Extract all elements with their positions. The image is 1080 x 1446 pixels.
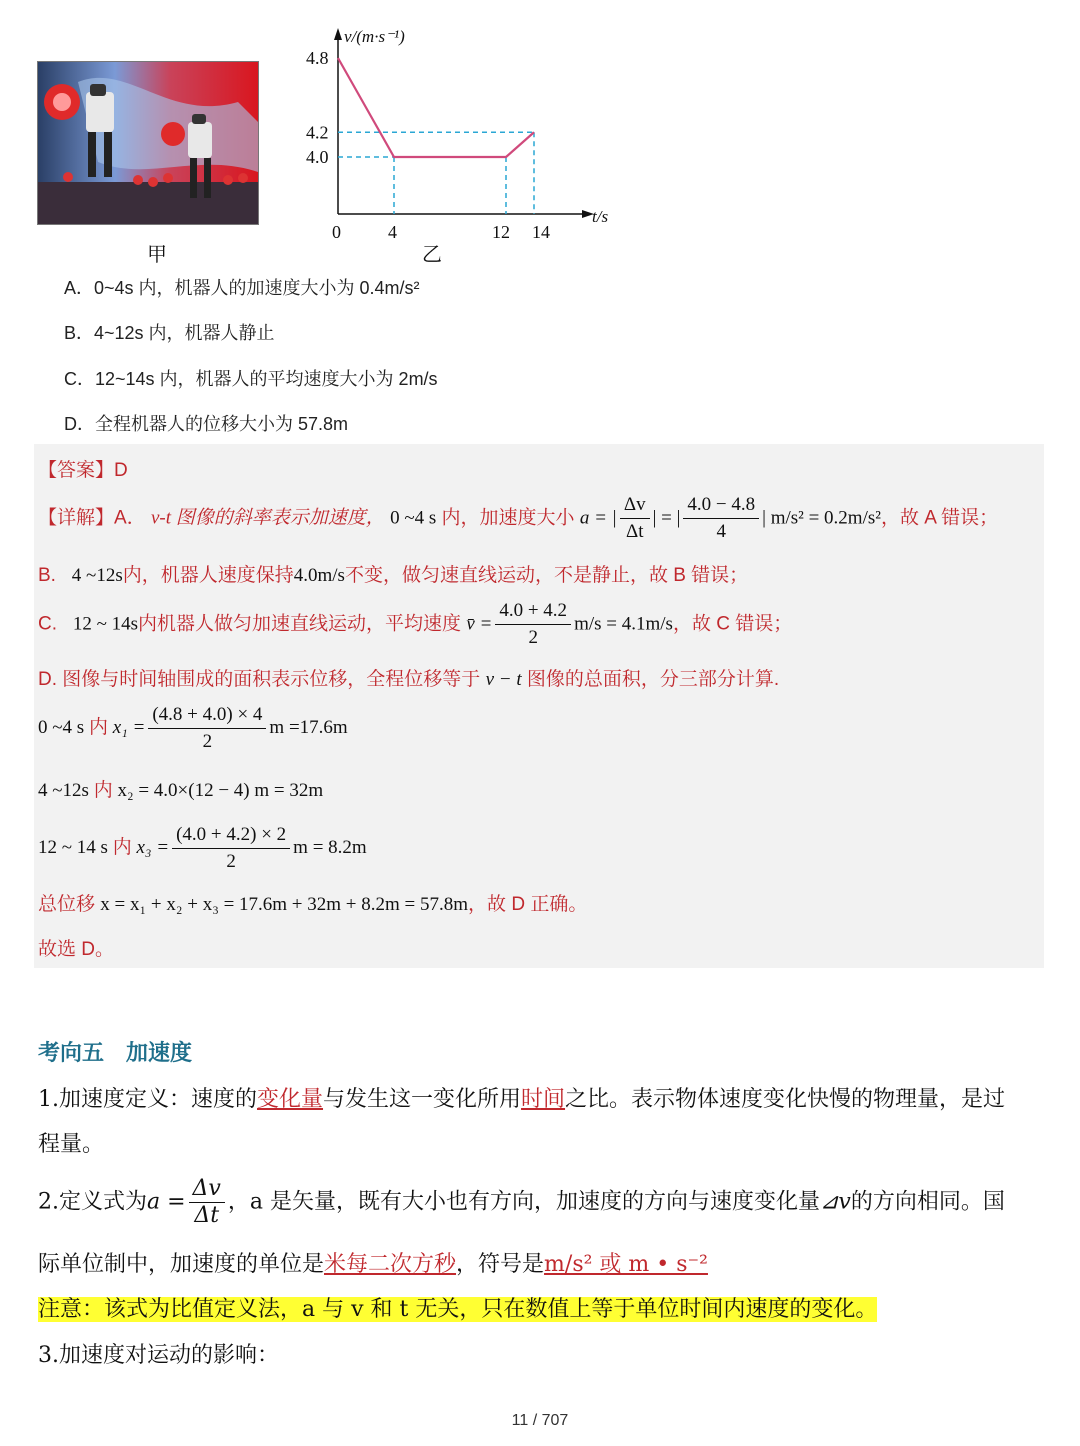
detail-d-prefix: D. xyxy=(38,669,57,690)
frac-num: (4.8 + 4.0) × 4 xyxy=(148,702,266,729)
detail-c-prefix: C. xyxy=(38,613,57,635)
detail-a-text1: v-t 图像的斜率表示加速度， xyxy=(150,507,385,529)
fraction-slope xyxy=(683,492,759,545)
x1-interval: 0 ~4 s xyxy=(38,716,85,738)
photo-caption: 甲 xyxy=(147,242,167,266)
frac-den: 2 xyxy=(226,851,236,872)
y-tick-label: 4.8 xyxy=(306,48,329,68)
frac-den: Δt xyxy=(625,521,644,542)
x2-nei: 内 xyxy=(93,780,113,801)
total-end: ，故 D 正确。 xyxy=(468,894,588,915)
detail-c-interval: 12 ~ 14s xyxy=(72,613,139,635)
detail-d-text2: 图像的总面积，分三部分计算. xyxy=(526,669,780,690)
velocity-line xyxy=(338,58,534,157)
x1-line xyxy=(38,702,348,755)
frac-num: Δv xyxy=(620,492,650,519)
vt-chart xyxy=(290,20,630,245)
p1-underline-1: 变化量 xyxy=(257,1087,324,1112)
x2-line xyxy=(38,775,323,802)
p3-underline-1: 米每二次方秒 xyxy=(324,1252,457,1277)
p2-c: 的方向相同。国 xyxy=(850,1189,1005,1215)
answer-label: 【答案】 xyxy=(38,460,115,481)
detail-c-end: ，故 C 错误； xyxy=(672,613,793,635)
p1-a: 1.加速度定义：速度的 xyxy=(38,1087,257,1112)
robot-photo xyxy=(37,61,259,225)
x3-nei: 内 xyxy=(112,836,132,858)
detail-b-line xyxy=(38,560,748,587)
x3-var: x₃ = xyxy=(136,836,170,858)
p3-a: 际单位制中，加速度的单位是 xyxy=(38,1252,325,1277)
y-tick-label: 4.2 xyxy=(306,122,329,143)
chart-caption: 乙 xyxy=(422,242,442,266)
detail-c-result: m/s = 4.1m/s xyxy=(574,613,673,635)
x2-interval: 4 ~12s xyxy=(38,780,89,801)
total-text: 总位移 xyxy=(38,894,96,915)
x1-nei: 内 xyxy=(88,716,108,738)
x3-line xyxy=(38,822,367,875)
frac-num: (4.0 + 4.2) × 2 xyxy=(172,822,290,849)
para-2 xyxy=(38,1176,1005,1229)
option-c: C．12~14s 内，机器人的平均速度大小为 2m/s xyxy=(64,369,438,389)
x-tick-label: 14 xyxy=(532,222,550,242)
x-axis-label: t/s xyxy=(592,207,609,226)
frac-num: 4.0 − 4.8 xyxy=(683,492,759,519)
option-b: B．4~12s 内，机器人静止 xyxy=(64,323,275,343)
detail-a-line xyxy=(38,492,998,545)
frac-num: Δv xyxy=(189,1176,225,1203)
final-line: 故选 D。 xyxy=(38,939,115,960)
detail-b-interval: 4 ~12s xyxy=(71,565,123,586)
section-title: 考向五 加速度 xyxy=(38,1040,193,1065)
detail-b-prefix: B. xyxy=(38,565,56,586)
x1-var: x₁ = xyxy=(112,716,146,738)
detail-d-line xyxy=(38,664,779,691)
fraction-avg-velocity xyxy=(495,598,571,651)
frac-den: 2 xyxy=(528,627,538,648)
x-tick-label: 4 xyxy=(388,222,397,242)
frac-num: 4.0 + 4.2 xyxy=(495,598,571,625)
x3-interval: 12 ~ 14 s xyxy=(38,836,108,858)
detail-c-text1: 内机器人做匀加速直线运动，平均速度 xyxy=(138,613,462,635)
detail-b-text2: 不变，做匀速直线运动，不是静止，故 B 错误； xyxy=(344,565,749,586)
para-4: 3.加速度对运动的影响： xyxy=(38,1343,279,1368)
y-tick-label: 4.0 xyxy=(306,147,329,167)
note-highlight: 注意：该式为比值定义法，a 与 v 和 t 无关，只在数值上等于单位时间内速度的变化。 xyxy=(38,1297,878,1322)
detail-c-line xyxy=(38,598,792,651)
p2-var: a = xyxy=(147,1189,186,1215)
detail-a-interval: 0 ~4 s xyxy=(390,507,437,529)
detail-b-value: 4.0m/s xyxy=(293,565,345,586)
detail-a-text2: 内，加速度大小 xyxy=(441,507,575,529)
detail-a-prefix: A． xyxy=(114,507,146,529)
x2-expr: x₂ = 4.0×(12 − 4) m = 32m xyxy=(117,780,324,801)
y-axis-label: v/(m·s⁻¹) xyxy=(344,27,405,46)
y-axis-arrow xyxy=(334,28,342,40)
p1-underline-2: 时间 xyxy=(521,1087,566,1112)
detail-b-text1: 内，机器人速度保持 xyxy=(122,565,294,586)
detail-a-mid: | = | xyxy=(652,507,681,529)
detail-a-result: | m/s² = 0.2m/s² xyxy=(762,507,881,529)
total-line xyxy=(38,889,587,916)
p1-c: 之比。表示物体速度变化快慢的物理量，是过 xyxy=(565,1087,1006,1112)
option-d: D．全程机器人的位移大小为 57.8m xyxy=(64,414,349,434)
fraction-def xyxy=(189,1176,225,1229)
detail-d-var: v − t xyxy=(485,669,522,690)
detail-a-end: ，故 A 错误； xyxy=(880,507,999,529)
x1-result: m =17.6m xyxy=(269,716,348,738)
note-line xyxy=(38,1292,877,1323)
detail-d-text1: 图像与时间轴围成的面积表示位移，全程位移等于 xyxy=(62,669,481,690)
robot-dance-image xyxy=(38,62,258,224)
answer-value: D xyxy=(114,460,128,481)
page-number: 11 / 707 xyxy=(511,1412,569,1429)
p2-a: 2.定义式为 xyxy=(38,1189,147,1215)
option-a: A．0~4s 内，机器人的加速度大小为 0.4m/s² xyxy=(64,278,420,298)
para-1-line-2: 程量。 xyxy=(38,1132,105,1157)
p2-dv: ⊿v xyxy=(820,1189,851,1215)
x-tick-label: 12 xyxy=(492,222,510,242)
p3-underline-2: m/s² 或 m • s⁻² xyxy=(544,1252,708,1277)
para-1-line-1 xyxy=(38,1082,1005,1113)
fraction-x1 xyxy=(148,702,266,755)
para-3 xyxy=(38,1247,708,1278)
p2-b: ，a 是矢量，既有大小也有方向，加速度的方向与速度变化量 xyxy=(227,1189,820,1215)
p1-b: 与发生这一变化所用 xyxy=(323,1087,522,1112)
fraction-dv-dt xyxy=(620,492,650,545)
x-tick-label: 0 xyxy=(332,222,341,242)
total-expr: x = x₁ + x₂ + x₃ = 17.6m + 32m + 8.2m = 57.8m xyxy=(100,894,469,915)
frac-den: 2 xyxy=(202,731,213,752)
p3-b: ，符号是 xyxy=(456,1252,545,1277)
detail-label: 【详解】 xyxy=(38,507,115,529)
detail-c-var: v̄ = xyxy=(466,613,493,635)
x3-result: m = 8.2m xyxy=(293,836,367,858)
frac-den: Δt xyxy=(194,1203,220,1228)
detail-a-var: a = | xyxy=(579,507,617,529)
fraction-x3 xyxy=(172,822,290,875)
frac-den: 4 xyxy=(716,521,727,542)
answer-line xyxy=(38,455,128,482)
